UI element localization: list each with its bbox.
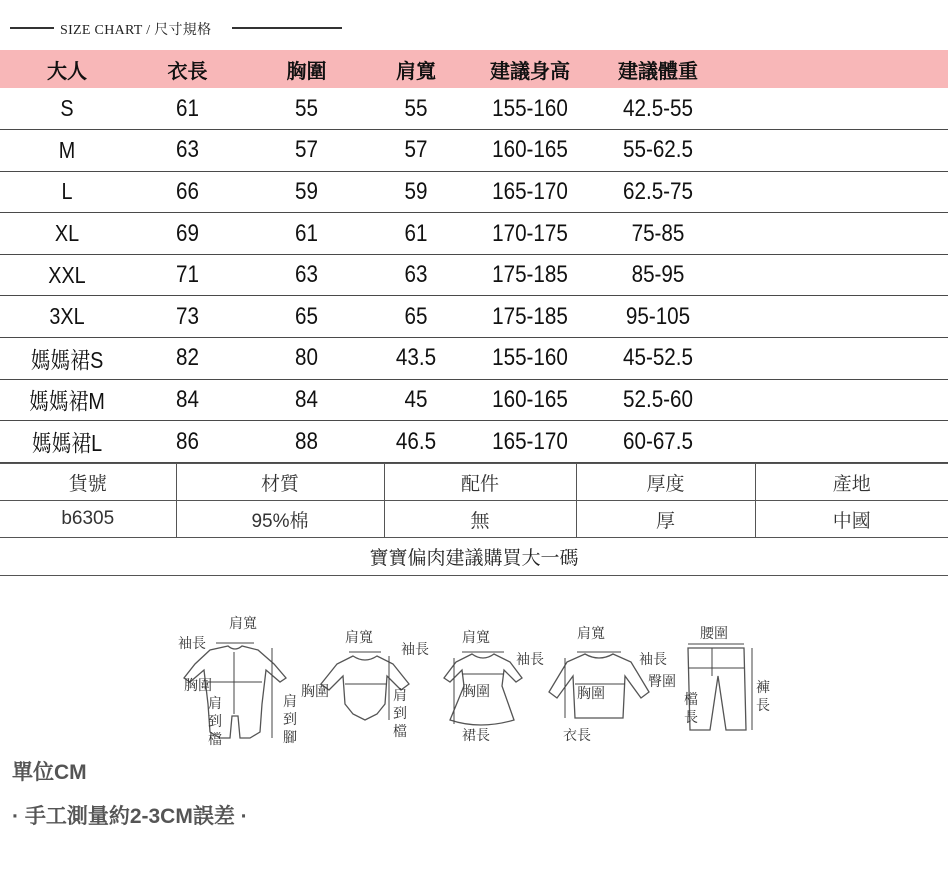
dress-skirt-length-label: 裙長: [462, 728, 490, 744]
column-header-blank: [716, 50, 948, 88]
cell-chest: 61: [250, 213, 363, 255]
cell-shoulder: 46.5: [378, 421, 454, 463]
cell-size: XL: [9, 213, 124, 255]
cell-blank: [732, 379, 932, 421]
pants-illustration: [648, 626, 770, 730]
info-header-material: 材質: [176, 464, 384, 501]
bodysuit-chest-label: 胸圍: [301, 684, 329, 700]
cell-size: 媽媽裙M: [9, 379, 124, 421]
cell-height: 155-160: [470, 338, 590, 380]
cell-size: 媽媽裙L: [9, 421, 124, 463]
cell-shoulder: 65: [378, 296, 454, 338]
cell-length: 69: [141, 213, 233, 255]
title-rule-right: [232, 27, 342, 29]
size-chart-title: SIZE CHART / 尺寸規格: [60, 23, 212, 38]
pants-crotch-label-1: 檔: [684, 692, 698, 708]
cell-chest: 63: [250, 254, 363, 296]
dress-illustration: [444, 630, 544, 744]
info-value-thickness: 厚: [576, 501, 755, 538]
info-value-row: [0, 501, 948, 538]
cell-weight: 52.5-60: [608, 379, 708, 421]
info-value-origin: 中國: [755, 501, 948, 538]
cell-shoulder: 63: [378, 254, 454, 296]
cell-size: XXL: [9, 254, 124, 296]
cell-weight: 45-52.5: [608, 338, 708, 380]
size-row: [0, 171, 948, 213]
cell-length: 73: [141, 296, 233, 338]
size-row: [0, 88, 948, 130]
column-header-length: 衣長: [134, 50, 241, 88]
cell-weight: 75-85: [608, 213, 708, 255]
cell-length: 82: [141, 338, 233, 380]
cell-height: 165-170: [470, 171, 590, 213]
cell-blank: [732, 421, 932, 463]
cell-height: 155-160: [470, 88, 590, 130]
romper-shoulder-foot-label-1: 肩: [283, 694, 297, 710]
column-header-size: 大人: [0, 50, 134, 88]
info-header-origin: 產地: [755, 464, 948, 501]
cell-chest: 84: [250, 379, 363, 421]
size-row: [0, 379, 948, 421]
sizing-advice-note: 寶寶偏肉建議購買大一碼: [0, 538, 948, 576]
column-header-shoulder: 肩寬: [372, 50, 460, 88]
bodysuit-shoulder-label: 肩寬: [345, 630, 373, 646]
romper-shoulder-crotch-label-3: 檔: [208, 732, 222, 748]
cell-blank: [732, 88, 932, 130]
unit-label: 單位CM: [12, 761, 87, 784]
pants-hip-label: 臀圍: [648, 674, 676, 690]
size-table: [0, 50, 948, 463]
cell-height: 175-185: [470, 254, 590, 296]
romper-shoulder-crotch-label-2: 到: [208, 714, 222, 730]
romper-illustration: [178, 616, 297, 748]
cell-weight: 95-105: [608, 296, 708, 338]
romper-sleeve-label: 袖長: [178, 636, 206, 652]
cell-length: 63: [141, 130, 233, 172]
cell-chest: 88: [250, 421, 363, 463]
pants-length-label-1: 褲: [756, 680, 770, 696]
romper-shoulder-label: 肩寬: [229, 616, 257, 632]
cell-length: 71: [141, 254, 233, 296]
cell-blank: [732, 296, 932, 338]
size-row: [0, 338, 948, 380]
cell-weight: 42.5-55: [608, 88, 708, 130]
cell-weight: 55-62.5: [608, 130, 708, 172]
romper-shoulder-crotch-label-1: 肩: [208, 696, 222, 712]
cell-height: 170-175: [470, 213, 590, 255]
column-header-weight: 建議體重: [600, 50, 716, 88]
size-row: [0, 254, 948, 296]
product-info-table: [0, 463, 948, 576]
dress-shoulder-label: 肩寬: [462, 630, 490, 646]
cell-shoulder: 59: [378, 171, 454, 213]
cell-blank: [732, 338, 932, 380]
top-length-label: 衣長: [563, 728, 591, 744]
cell-size: 媽媽裙S: [9, 338, 124, 380]
cell-blank: [732, 130, 932, 172]
info-header-thickness: 厚度: [576, 464, 755, 501]
top-shoulder-label: 肩寬: [577, 626, 605, 642]
cell-chest: 59: [250, 171, 363, 213]
cell-height: 160-165: [470, 130, 590, 172]
size-chart-header: [0, 14, 948, 42]
info-header-row: [0, 464, 948, 501]
cell-chest: 55: [250, 88, 363, 130]
cell-shoulder: 45: [378, 379, 454, 421]
cell-weight: 60-67.5: [608, 421, 708, 463]
top-sleeve-label: 袖長: [639, 652, 667, 668]
cell-size: M: [9, 130, 124, 172]
size-table-header-row: [0, 50, 948, 88]
info-note-row: [0, 538, 948, 576]
info-value-material: 95%棉: [176, 501, 384, 538]
tolerance-note: · 手工測量約2-3CM誤差 ·: [12, 805, 248, 828]
bodysuit-shoulder-crotch-label-3: 檔: [393, 724, 407, 740]
cell-length: 61: [141, 88, 233, 130]
cell-height: 160-165: [470, 379, 590, 421]
cell-chest: 80: [250, 338, 363, 380]
cell-blank: [732, 254, 932, 296]
pants-crotch-label-2: 長: [684, 710, 698, 726]
cell-size: L: [9, 171, 124, 213]
cell-length: 84: [141, 379, 233, 421]
dress-sleeve-label: 袖長: [516, 652, 544, 668]
top-chest-label: 胸圍: [577, 686, 605, 702]
size-row: [0, 296, 948, 338]
info-header-item-no: 貨號: [0, 464, 176, 501]
cell-weight: 85-95: [608, 254, 708, 296]
info-header-accessory: 配件: [384, 464, 576, 501]
pants-waist-label: 腰圍: [700, 626, 728, 642]
cell-weight: 62.5-75: [608, 171, 708, 213]
bodysuit-shoulder-crotch-label-1: 肩: [393, 688, 407, 704]
size-row: [0, 213, 948, 255]
cell-length: 86: [141, 421, 233, 463]
cell-size: S: [9, 88, 124, 130]
romper-shoulder-foot-label-3: 腳: [283, 730, 297, 746]
cell-blank: [732, 171, 932, 213]
size-row: [0, 130, 948, 172]
cell-shoulder: 57: [378, 130, 454, 172]
measurement-diagram: [170, 612, 770, 757]
bodysuit-shoulder-crotch-label-2: 到: [393, 706, 407, 722]
cell-height: 175-185: [470, 296, 590, 338]
romper-shoulder-foot-label-2: 到: [283, 712, 297, 728]
info-value-item-no: b6305: [0, 501, 176, 538]
cell-blank: [732, 213, 932, 255]
cell-chest: 65: [250, 296, 363, 338]
pants-length-label-2: 長: [756, 698, 770, 714]
dress-chest-label: 胸圍: [462, 684, 490, 700]
title-rule-left: [10, 27, 54, 29]
column-header-height: 建議身高: [460, 50, 600, 88]
cell-height: 165-170: [470, 421, 590, 463]
cell-size: 3XL: [9, 296, 124, 338]
cell-shoulder: 55: [378, 88, 454, 130]
cell-shoulder: 43.5: [378, 338, 454, 380]
romper-chest-label: 胸圍: [184, 678, 212, 694]
cell-shoulder: 61: [378, 213, 454, 255]
column-header-chest: 胸圍: [241, 50, 372, 88]
size-row: [0, 421, 948, 463]
bodysuit-sleeve-label: 袖長: [401, 642, 429, 658]
info-value-accessory: 無: [384, 501, 576, 538]
cell-length: 66: [141, 171, 233, 213]
bodysuit-illustration: [301, 630, 429, 740]
cell-chest: 57: [250, 130, 363, 172]
